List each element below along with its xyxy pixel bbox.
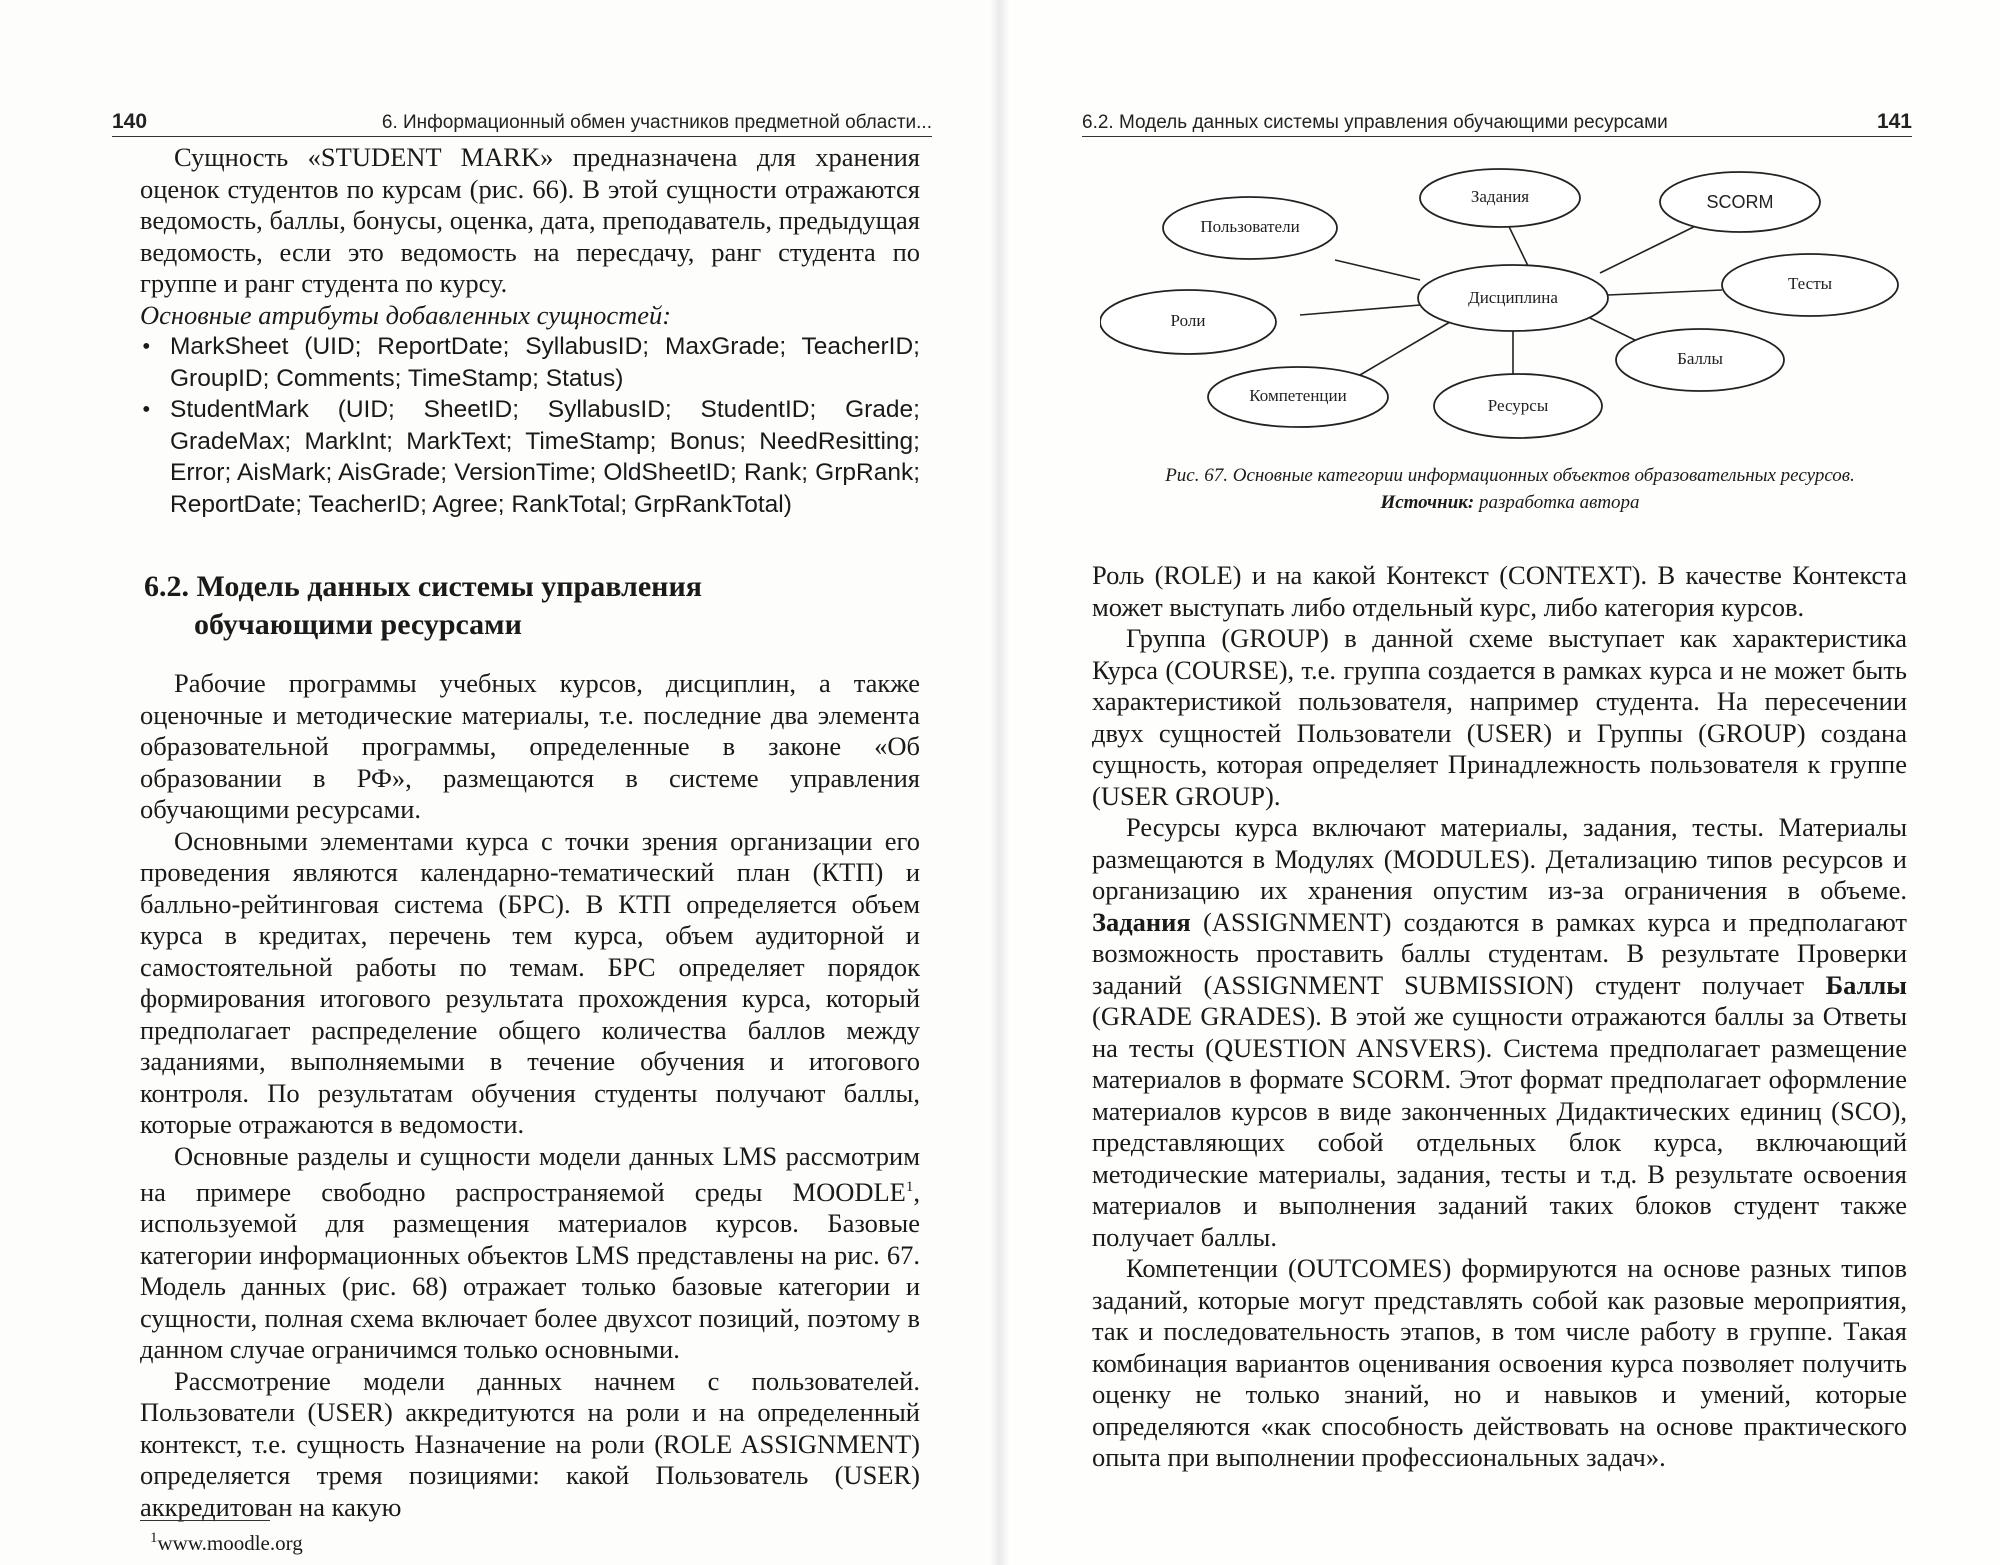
diagram-label-center: Дисциплина: [1468, 287, 1558, 307]
footnote-link-text: www.moodle.org: [157, 1531, 303, 1555]
right-running-head: [1082, 106, 1912, 137]
footnote-divider: [140, 1520, 270, 1521]
paragraph-group: Группа (GROUP) в данной схеме выступает как характеристика Курса (COURSE), т.е. группа создается в рамках курса и не может быть характеристикой пользователя, например студента. На пересечении двух сущностей Пользователи (USER) и Группы (GROUP) создана сущность, которая определяет Принадлежность пользователя к группе (USER GROUP).: [1092, 623, 1907, 811]
attribute-item-marksheet: • MarkSheet (UID; ReportDate; SyllabusID; MaxGrade; TeacherID; GroupID; Comments; TimeStamp; Status): [170, 331, 920, 394]
diagram-label-users: Пользователи: [1200, 216, 1300, 236]
paragraph-role-context: Роль (ROLE) и на какой Контекст (CONTEXT). В качестве Контекста может выступать либо отдельный курс, либо категория курсов.: [1092, 560, 1907, 622]
resources-text-c: (GRADE GRADES). В этой же сущности отражаются баллы за Ответы на тесты (QUESTION ANSVERS). Система предполагает размещение материалов в формате SCORM. Этот формат предполагает оформление материалов курсов в виде законченных Дидактических единиц (SCO), представляющих собой отдельных блок курса, включающий методические материалы, задания, тесты и т.д. В результате освоения материалов и выполнения заданий таких блоков студент также получает баллы.: [1092, 1001, 1907, 1252]
resources-text-a: Ресурсы курса включают материалы, задания, тесты. Материалы размещаются в Модулях (MODULES). Детализацию типов ресурсов и организацию их хранения опустим из-за ограничения в объеме.: [1092, 812, 1907, 905]
attributes-heading: Основные атрибуты добавленных сущностей:: [140, 299, 672, 330]
paragraph-users: Рассмотрение модели данных начнем с пользователей. Пользователи (USER) аккредитуются на роли и на определенный контекст, т.е. сущность Назначение на роли (ROLE ASSIGNMENT) определяется тремя позициями: какой Пользователь (USER) аккредитован на какую: [140, 1365, 920, 1522]
right-page-number: 141: [1876, 110, 1912, 133]
paragraph-moodle: [140, 1141, 920, 1366]
paragraph-outcomes: Компетенции (OUTCOMES) формируются на основе разных типов заданий, которые могут представлять собой как разовые мероприятия, так и последовательность этапов, в том числе работу в группе. Такая комбинация вариантов оценивания освоения курса позволяет получить оценку не только знаний, но и навыков и умений, которые определяются «как способность действовать на основе практического опыта при выполнении профессиональных задач».: [1092, 1253, 1907, 1472]
moodle-text-b: , используемой для размещения материалов курсов. Базовые категории информационных объектов LMS представлены на рис. 67. Модель данных (рис. 68) отражает только базовые категории и сущности, полная схема включает более двухсот позиций, поэтому в данном случае ограничимся только основными.: [140, 1176, 920, 1365]
attribute-item-studentmark: • StudentMark (UID; SheetID; SyllabusID; StudentID; Grade; GradeMax; MarkInt; MarkText; TimeStamp; Bonus; NeedResitting; Error; AisMark; AisGrade; VersionTime; OldSheetID; Rank; GrpRank; ReportDate; TeacherID; Agree; RankTotal; GrpRankTotal): [170, 394, 920, 520]
intro-paragraph: Сущность «STUDENT MARK» предназначена для хранения оценок студентов по курсам (рис. 66). В этой сущности отражаются ведомость, баллы, бонусы, оценка, дата, преподаватель, предыдущая ведомость, если это ведомость на пересдачу, ранг студента по группе и ранг студента по курсу.: [140, 142, 920, 298]
left-page-number: 140: [112, 110, 148, 133]
diagram-label-scorm: SCORM: [1706, 191, 1774, 212]
paragraph-programs: Рабочие программы учебных курсов, дисциплин, а также оценочные и методические материалы, т.е. последние два элемента образовательной программы, определенные в законе «Об образовании в РФ», размещаются в системе управления обучающими ресурсами.: [140, 668, 920, 824]
caption-source: [1080, 489, 1940, 516]
figure-caption: [1080, 462, 1940, 516]
left-body-text: [140, 142, 920, 1523]
bold-assignments: Задания: [1092, 906, 1191, 937]
footnote: [150, 1530, 303, 1556]
paragraph-resources: [1092, 812, 1907, 1253]
diagram-label-roles: Роли: [1170, 310, 1206, 330]
attributes-list: [140, 331, 920, 520]
diagram-label-assignments: Задания: [1470, 186, 1530, 206]
footnote-mark: 1: [150, 1530, 158, 1546]
bold-grades: Баллы: [1825, 969, 1907, 1000]
diagram-label-tests: Тесты: [1787, 273, 1833, 293]
resources-text-b: (ASSIGNMENT) создаются в рамках курса и предполагают возможность проставить баллы студентам. В результате Проверки заданий (ASSIGNMENT SUBMISSION) студент получает: [1092, 906, 1907, 1000]
book-spine-shadow: [990, 0, 1010, 1565]
diagram-label-competencies: Компетенции: [1249, 385, 1347, 405]
right-body-text: [1092, 560, 1907, 1474]
section-heading-line1: 6.2. Модель данных системы управления: [144, 570, 702, 603]
left-running-head: [112, 106, 932, 137]
caption-source-label: Источник:: [1380, 492, 1475, 513]
diagram-categories: [1100, 160, 1930, 445]
diagram-label-resources: Ресурсы: [1487, 395, 1549, 415]
diagram-label-grades: Баллы: [1677, 348, 1723, 368]
caption-title: Рис. 67. Основные категории информационных объектов образовательных ресурсов.: [1165, 465, 1855, 486]
footnote-ref: 1: [905, 1179, 914, 1195]
section-heading: [140, 568, 920, 644]
caption-source-text: разработка автора: [1478, 492, 1640, 513]
section-heading-line2: обучающими ресурсами: [194, 608, 522, 641]
moodle-text-a: Основные разделы и сущности модели данных LMS рассмотрим на примере свободно распространяемой среды MOODLE: [140, 1140, 920, 1207]
left-chapter-title: 6. Информационный обмен участников предметной области...: [381, 112, 932, 133]
right-chapter-title: 6.2. Модель данных системы управления обучающими ресурсами: [1082, 112, 1668, 133]
paragraph-course-elements: Основными элементами курса с точки зрения организации его проведения являются календарно-тематический план (КТП) и балльно-рейтинговая система (БРС). В КТП определяется объем курса в кредитах, перечень тем курса, объем аудиторной и самостоятельной работы по темам. БРС определяет порядок формирования итогового результата прохождения курса, который предполагает распределение общего количества баллов между заданиями, выполняемыми в течение обучения и итогового контроля. По результатам обучения студенты получают баллы, которые отражаются в ведомости.: [140, 825, 920, 1139]
